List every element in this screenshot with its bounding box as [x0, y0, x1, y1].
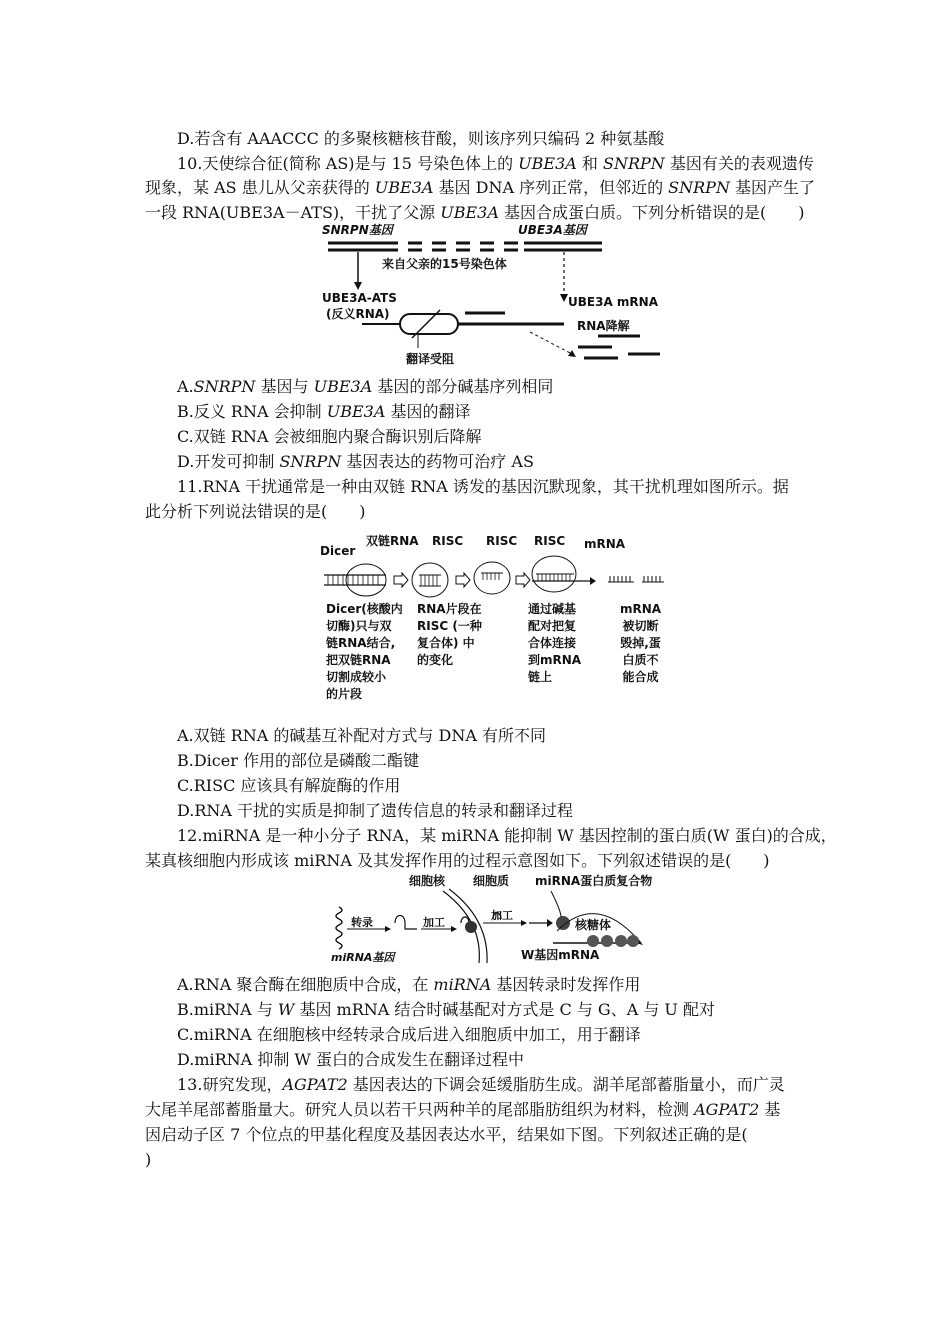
q11-option-c: C.RISC 应该具有解旋酶的作用 — [177, 776, 401, 795]
translation-blocked-label: 翻译受阻 — [406, 352, 455, 366]
q11-caption-2: RNA片段在 RISC (一种 复合体) 中 的变化 — [417, 602, 482, 667]
q11-caption-1: Dicer(核酸内 切酶)只与双 链RNA结合, 把双链RNA 切割成较小 的片段 — [326, 602, 403, 701]
snrpn-gene-label: SNRPN基因 — [322, 223, 393, 237]
q11-caption-3: 通过碱基 配对把复 合体连接 到mRNA 链上 — [528, 602, 582, 684]
degradation-arrow — [530, 332, 572, 354]
q13-stem-line4: ) — [145, 1150, 152, 1169]
mrna-label: mRNA — [584, 537, 626, 551]
step-arrow — [394, 573, 408, 587]
complex-label: miRNA蛋白质复合物 — [535, 874, 653, 888]
q10-stem-line1: 10.天使综合征(简称 AS)是与 15 号染色体上的 UBE3A 和 SNRPN 基因有关的表观遗传 — [177, 154, 814, 173]
q11-option-d: D.RNA 干扰的实质是抑制了遗传信息的转录和翻译过程 — [177, 801, 574, 820]
processing-label-1: 加工 — [423, 916, 445, 929]
q12-option-b: B.miRNA 与 W 基因 mRNA 结合时碱基配对方式是 C 与 G、A 与 U 配对 — [177, 1000, 715, 1019]
transcription-label: 转录 — [351, 916, 373, 929]
q10-stem-line3: 一段 RNA(UBE3A－ATS)，干扰了父源 UBE3A 基因合成蛋白质。下列分析错误的是( ) — [145, 203, 805, 222]
ats-label: UBE3A-ATS — [322, 291, 397, 305]
q12-option-c: C.miRNA 在细胞核中经转录合成后进入细胞质中加工，用于翻译 — [177, 1025, 641, 1044]
q11-stem-line1: 11.RNA 干扰通常是一种由双链 RNA 诱发的基因沉默现象，其干扰机理如图所示。据 — [177, 477, 789, 496]
chromosome-paternal-15 — [328, 243, 602, 250]
q13-stem-line2: 大尾羊尾部蓄脂量大。研究人员以若干只两种羊的尾部脂肪组织为材料，检测 AGPAT2 基 — [145, 1100, 781, 1119]
gene-label: miRNA基因 — [331, 951, 395, 964]
q10-figure — [300, 220, 680, 370]
q11-caption-4: mRNA 被切断 毁掉,蛋 白质不 能合成 — [620, 602, 662, 684]
rna-duplex-loop — [400, 314, 458, 334]
q11-option-a: A.双链 RNA 的碱基互补配对方式与 DNA 有所不同 — [177, 726, 546, 745]
q10-stem-line2: 现象，某 AS 患儿从父亲获得的 UBE3A 基因 DNA 序列正常，但邻近的 SNRPN 基因产生了 — [145, 178, 816, 197]
q11-option-b: B.Dicer 作用的部位是磷酸二酯键 — [177, 751, 419, 770]
mirna-protein-complex — [556, 916, 570, 930]
risc-label-3: RISC — [534, 534, 566, 548]
dicer-dsrna — [324, 564, 386, 596]
q11-stem-line2: 此分析下列说法错误的是( ) — [145, 502, 366, 521]
q12-figure — [325, 871, 675, 963]
cytoplasm-label: 细胞质 — [473, 874, 510, 888]
step-arrow — [456, 573, 470, 587]
w-mrna-label: W基因mRNA — [521, 948, 600, 962]
mirna-gene-coil — [336, 907, 342, 949]
q12-option-d: D.miRNA 抑制 W 蛋白的合成发生在翻译过程中 — [177, 1050, 524, 1069]
q11-figure — [316, 530, 676, 600]
q12-option-a: A.RNA 聚合酶在细胞质中合成，在 miRNA 基因转录时发挥作用 — [177, 975, 641, 994]
mrna-label: UBE3A mRNA — [568, 295, 658, 309]
q10-option-d: D.开发可抑制 SNRPN 基因表达的药物可治疗 AS — [177, 452, 534, 471]
q13-stem-line3: 因启动子区 7 个位点的甲基化程度及基因表达水平，结果如下图。下列叙述正确的是( — [145, 1125, 748, 1144]
risc-label-1: RISC — [432, 534, 464, 548]
cleaved-mrna — [608, 576, 664, 582]
q9-option-d: D.若含有 AAACCC 的多聚核糖核苷酸，则该序列只编码 2 种氨基酸 — [177, 129, 665, 148]
processing-label-2: 加工 — [491, 909, 513, 922]
risc-single-strand — [474, 562, 510, 594]
nucleus-label: 细胞核 — [409, 874, 446, 888]
q10-option-c: C.双链 RNA 会被细胞内聚合酶识别后降解 — [177, 427, 482, 446]
antisense-label: (反义RNA) — [326, 307, 390, 321]
dsrna-label: 双链RNA — [366, 534, 419, 548]
q10-option-b: B.反义 RNA 会抑制 UBE3A 基因的翻译 — [177, 402, 471, 421]
step-arrow — [516, 573, 530, 587]
risc-fragment — [412, 563, 448, 597]
chromosome-label: 来自父亲的15号染色体 — [382, 257, 507, 271]
q12-stem-line2: 某真核细胞内形成该 miRNA 及其发挥作用的过程示意图如下。下列叙述错误的是( ) — [145, 851, 770, 870]
dicer-label: Dicer — [320, 544, 356, 558]
q13-stem-line1: 13.研究发现，AGPAT2 基因表达的下调会延缓脂肪生成。湖羊尾部蓄脂量小，而广灵 — [177, 1075, 785, 1094]
ribosome-label: 核糖体 — [575, 918, 612, 932]
q12-stem-line1: 12.miRNA 是一种小分子 RNA，某 miRNA 能抑制 W 基因控制的蛋白质(W 蛋白)的合成， — [177, 826, 837, 845]
pri-mirna — [395, 916, 417, 930]
risc-mrna-binding — [532, 556, 590, 592]
q10-option-a: A.SNRPN 基因与 UBE3A 基因的部分碱基序列相同 — [177, 377, 554, 396]
degradation-label: RNA降解 — [577, 319, 630, 333]
ube3a-gene-label: UBE3A基因 — [518, 223, 587, 237]
risc-label-2: RISC — [486, 534, 518, 548]
nuclear-pore — [465, 921, 477, 933]
